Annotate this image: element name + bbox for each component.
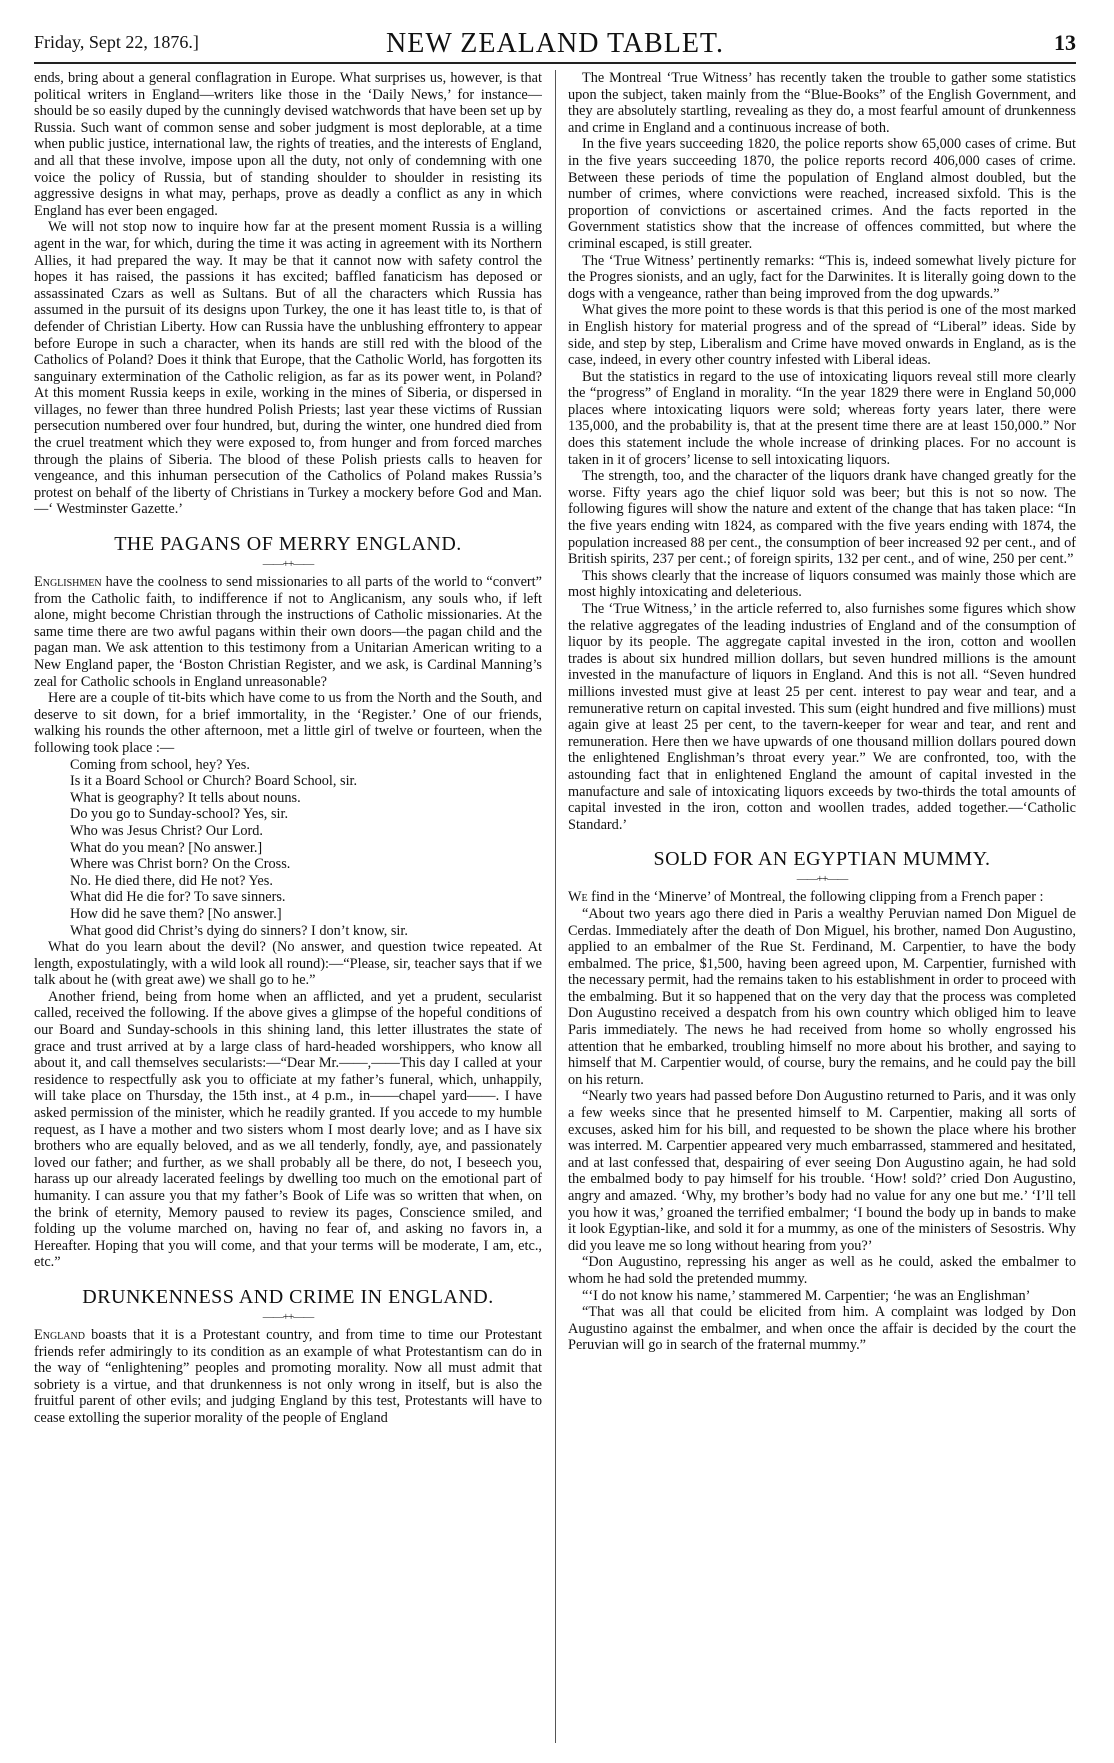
drunkenness-paragraph — [34, 1327, 542, 1427]
dialog-line: Is it a Board School or Church? Board School, sir. — [70, 773, 358, 790]
newspaper-title: NEW ZEALAND TABLET. — [386, 28, 724, 59]
dialog-line: How did he save them? [No answer.] — [70, 905, 282, 922]
drunkenness-paragraph: The strength, too, and the character of the liquors drank have changed greatly for the worse. Fifty years ago the chief liquor sold was beer; but this is not so now. The following figures will show the nature and extent of the change that has taken place: “In the five years ending witn 1824, as compared with the five years ending with 1874, the population increased 88 per cent., the consumption of beer increased 92 per cent., and of British spirits, 237 per cent.; of foreign spirits, 132 per cent., and of wine, 250 per cent.” — [568, 468, 1076, 568]
article-columns — [34, 70, 1076, 1743]
dialog-line: What did He die for? To save sinners. — [70, 889, 286, 906]
drunkenness-paragraph: What gives the more point to these words is that this period is one of the most marked in English history for material progress and of the spread of “Liberal” ideas. Side by side, and step by step, Liberalism and Crime have moved onwards in England, as is the case, indeed, in every other country infested with Liberal ideas. — [568, 302, 1076, 369]
paragraph-text: boasts that it is a Protestant country, and from time to time our Protestant friends refer admiringly to its condition as an example of what Protestantism can do in the way of “enlightening” peoples and promoting morality. Now all must admit that sobriety is a virtue, and that drunkenness is not only wrong in itself, but is also the fruitful parent of other evils; and judging England by this test, Protestants will have to cease extolling the superior morality of the people of England — [34, 1326, 542, 1426]
dialog-line: What is geography? It tells about nouns. — [70, 789, 301, 806]
drunkenness-paragraph: In the five years succeeding 1820, the police reports show 65,000 cases of crime. But in the five years succeeding 1870, the police reports record 406,000 cases of crime. Between these periods of time the population of England almost doubled, but the number of crimes, where convictions were reached, increased sixfold. This is the proportion of convictions or ascertained crimes. And the facts reported in the Government statistics show that the increase of offences committed, but where the criminal escaped, is still greater. — [568, 136, 1076, 252]
headline-pagans: THE PAGANS OF MERRY ENGLAND. — [114, 533, 462, 556]
headline-mummy: SOLD FOR AN EGYPTIAN MUMMY. — [653, 848, 991, 871]
paragraph-text: find in the ‘Minerve’ of Montreal, the following clipping from a French paper : — [587, 889, 1044, 906]
dialog-line: No. He died there, did He not? Yes. — [70, 872, 273, 889]
dialog-line: Coming from school, hey? Yes. — [70, 756, 250, 773]
headline-drunkenness: DRUNKENNESS AND CRIME IN ENGLAND. — [82, 1285, 494, 1308]
headline-ornament: ——++—— — [796, 873, 848, 886]
drunkenness-paragraph: The Montreal ‘True Witness’ has recently taken the trouble to gather some statistics upon the subject, taken mainly from the “Blue-Books” of the English Government, and they are absolutely startling, revealing as they do, a most fearful amount of drunkenness and crime in England and a continuous increase of both. — [568, 70, 1076, 136]
pagans-paragraph — [34, 574, 542, 690]
mummy-paragraph: “That was all that could be elicited from him. A complaint was lodged by Don Augustino against the embalmer, and when once the affair is decided by the court the Peruvian will go in search of the fraternal mummy.” — [568, 1304, 1076, 1354]
intro-paragraph: ends, bring about a general conflagration in Europe. What surprises us, however, is that political writers in England—writers like those in the ‘Daily News,’ for instance—should be so easily duped by the cunningly devised watchwords that have been set up by Russia. Such want of common sense and sober judgment is most deplorable, at a time when public justice, international law, the rights of treaties, and the interests of England, and all that these involve, impose upon all the duty, not only of condemning with one voice the policy of Russia, but of standing shoulder to shoulder in resisting its aggressive designs in what may, perhaps, prove as deadly a conflict as any in which England has ever been engaged. — [34, 70, 542, 219]
paragraph-text: have the coolness to send missionaries to all parts of the world to “convert” from the Catholic faith, to indifference if not to Anglicanism, any souls who, if left alone, might become Christian through the instructions of Catholic missionaries. At the same time there are two awful pagans within their own doors—the pagan child and the pagan man. We ask attention to this testimony from a Unitarian American writing to a New England paper, the ‘Boston Christian Register, and we ask, is Cardinal Manning’s zeal for Catholic schools in England unreasonable? — [34, 574, 542, 690]
left-column — [34, 70, 542, 1743]
headline-ornament: ——++—— — [262, 558, 314, 571]
dialog-line: What do you mean? [No answer.] — [70, 839, 263, 856]
dialog-line: Do you go to Sunday-school? Yes, sir. — [70, 806, 289, 823]
drunkenness-paragraph: The ‘True Witness’ pertinently remarks: “This is, indeed somewhat lively picture for the Progres sionists, and an ugly, fact for the Darwinites. It is literally going down to the dogs with a vengeance, rather than being improved from the dog upwards.” — [568, 252, 1076, 302]
issue-date: Friday, Sept 22, 1876.] — [34, 32, 199, 52]
mummy-paragraph: “About two years ago there died in Paris a wealthy Peruvian named Don Miguel de Cerdas. Immediately after the death of Don Miguel, his brother, named Don Augustino, applied to an embalmer of the Rue St. Ferdinand, M. Carpentier, to have the body embalmed. The price, $1,500, having been agreed upon, M. Carpentier, furnished with the necessary permit, had the remains taken to his establishment in order to proceed with the embalming. But it so happened that on the very day that the process was completed Don Augustino received a despatch from his own country which obliged him to leave Paris immediately. The news he had received from home so wholly engrossed his attention that he embarked, troubling himself no more about his brother, and saying to himself that M. Carpentier would, of course, bury the remains, and he could pay the bill on his return. — [568, 905, 1076, 1088]
column-rule — [555, 70, 556, 1743]
mummy-paragraph: “‘I do not know his name,’ stammered M. Carpentier; ‘he was an Englishman’ — [582, 1287, 1031, 1304]
dialog-line: What good did Christ’s dying do sinners? I don’t know, sir. — [70, 922, 408, 939]
drunkenness-paragraph: The ‘True Witness,’ in the article referred to, also furnishes some figures which show the relative aggregates of the leading industries of England and of the consumption of liquor by its people. The aggregate capital invested in the iron, cotton and woollen trades is about six hundred million dollars, but seven hundred millions is the amount invested in the manufacture of liquors in England. And this is not all. “Seven hundred millions invested must give at least 25 per cent. interest to pay wear and tear, and a remunerative return on capital invested. This sum (eight hundred and five millions) must again give at least 25 per cent, to the tavern-keeper for wear and tear, and rent and remuneration. Here then we have upwards of one thousand million dollars poured down the enlightened Englishman’s throat every year.” We are confronted, too, with the astounding fact that in enlightened England the amount of capital invested in the manufacture and sale of intoxicating liquors exceeds by two-thirds the total amounts of capital invested in the iron, cotton and woollen trades, added together.—‘Catholic Standard.’ — [568, 601, 1076, 833]
mummy-paragraph: “Don Augustino, repressing his anger as well as he could, asked the embalmer to whom he had sold the pretended mummy. — [568, 1254, 1076, 1287]
drunkenness-paragraph: This shows clearly that the increase of liquors consumed was mainly those which are most highly intoxicating and deleterious. — [568, 567, 1076, 601]
lead-word: England — [34, 1326, 85, 1343]
headline-ornament: ——++—— — [262, 1310, 314, 1323]
lead-word: We — [568, 889, 588, 906]
pagans-paragraph: Another friend, being from home when an afflicted, and yet a prudent, secularist called, received the following. If the above gives a glimpse of the hopeful conditions of our Board and Sunday-schools in this shining land, this letter illustrates the state of grace and trust arrived at by a large class of hard-headed worshippers, who know all about it, and call themselves secularists:—“Dear Mr.——,——This day I called at your residence to respectfully ask you to officiate at my father’s funeral, which, unhappily, will take place on Thursday, the 15th inst., at 4 p.m., in——chapel yard——. I have asked permission of the minister, which he readily granted. If you accede to my humble request, as I have a mother and two sisters whom I most dearly love; and as I have six brothers who are equally beloved, and as we all tenderly, fondly, aye, and passionately loved our father; and further, as we shall probably all be there, do not, I beseech you, harass up our already lacerated feelings by dwelling too much on the emotional part of humanity. I can assure you that my father’s Book of Life was so written that when, on the brink of eternity, Memory paused to review its pages, Conscience smiled, and folding up the volume marched on, having no fear of, and asking no favors in, a Hereafter. Hoping that you will come, and that your terms will be moderate, I am, etc., etc.” — [34, 988, 542, 1271]
page-number: 13 — [1054, 30, 1076, 55]
mummy-paragraph — [568, 889, 1076, 906]
lead-word: Englishmen — [34, 574, 102, 591]
mummy-paragraph: “Nearly two years had passed before Don Augustino returned to Paris, and it was only a few weeks since that he presented himself to M. Carpentier, making all sorts of excuses, asked him for his bill, and requested to be shown the place where his brother was interred. M. Carpentier appeared very much embarrassed, stammered and hesitated, and at last confessed that, despairing of ever seeing Don Augustino again, he had sold the embalmed body to pay himself for his trouble. ‘How! sold?’ cried Don Augustino, angry and amazed. ‘Why, my brother’s body had no value for any one but me.’ ‘I’ll tell you how it was,’ groaned the terrified embalmer; ‘I bound the body up in bands to make it look Egyptian-like, and sold it for a mummy, as one of the ministers of Sesostris. Why did you leave me so long without hearing from you?’ — [568, 1088, 1076, 1254]
masthead — [34, 28, 1076, 64]
pagans-paragraph: What do you learn about the devil? (No answer, and question twice repeated. At length, expostulatingly, with a wild look all round):—“Please, sir, teacher says that if we talk about he (with great awe) we shall go to he.” — [34, 939, 542, 989]
drunkenness-paragraph: But the statistics in regard to the use of intoxicating liquors reveal still more clearly the “progress” of England in morality. “In the year 1829 there were in England 50,000 places where intoxicating liquors were sold; whereas forty years later, there were 135,000, and the probability is, that at the present time there are at least 150,000.” Nor does this statement include the whole increase of drinking places. For no account is taken in it of grocers’ license to sell intoxicating liquors. — [568, 368, 1076, 468]
newspaper-page — [34, 28, 1076, 1743]
dialog-line: Where was Christ born? On the Cross. — [70, 856, 291, 873]
right-column — [568, 70, 1076, 1743]
intro-paragraph: We will not stop now to inquire how far at the present moment Russia is a willing agent in the war, for which, during the time it was acting in agreement with its Northern Allies, it had prepared the way. It may be that it cannot now with safety control the hopes it has raised, the passions it has excited; baffled fanaticism has deposed or assassinated Czars as well as Sultans. But of all the characters which Russia has assumed in the pursuit of its designs upon Turkey, the one it has least title to, is that of defender of Christian Liberty. How can Russia have the unblushing effrontery to appear before Europe in such a character, when its hands are still red with the blood of the Catholics of Poland? Does it think that Europe, that the Catholic World, has forgotten its sanguinary extermination of the Catholic religion, as far as its power went, in Poland? At this moment Russia keeps in exile, working in the mines of Siberia, or dispersed in villages, no fewer than three hundred Polish Priests; last year these victims of Russian persecution numbered over four hundred, but, during the winter, one hundred died from the cruel treatment which they were exposed to, from hunger and from forced marches through the plains of Siberia. The blood of these Polish priests calls to heaven for vengeance, and this inhuman persecution of the Catholics of Poland makes Russia’s protest on behalf of the liberty of Christians in Turkey a mockery before God and Man.—‘ Westminster Gazette.’ — [34, 219, 542, 518]
dialog-line: Who was Jesus Christ? Our Lord. — [70, 822, 263, 839]
pagans-paragraph: Here are a couple of tit-bits which have come to us from the North and the South, and deserve to sit down, for a brief immortality, in the ‘Register.’ One of our friends, walking his rounds the other afternoon, met a little girl of twelve or fourteen, when the following took place :— — [34, 690, 542, 756]
